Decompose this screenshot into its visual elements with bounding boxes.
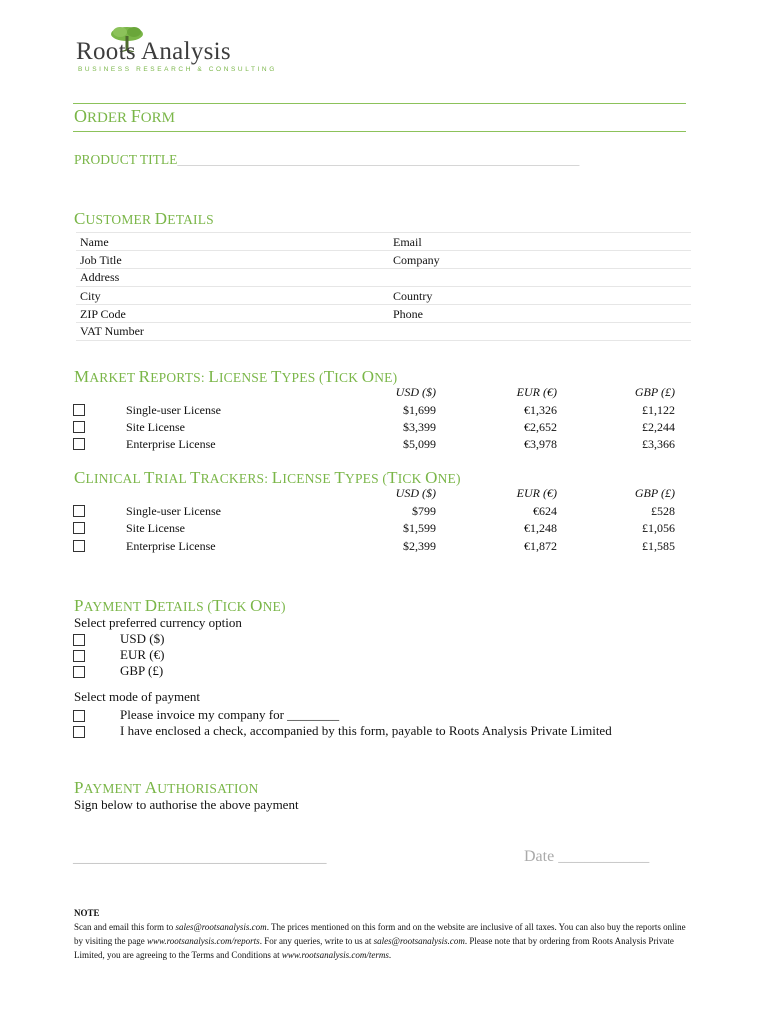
market-reports-heading: MARKET REPORTS: LICENSE TYPES (TICK ONE) — [74, 367, 398, 386]
clinical-trackers-heading: CLINICAL TRIAL TRACKERS: LICENSE TYPES (TICK ONE) — [74, 468, 461, 487]
market-header-usd: USD ($) — [395, 385, 436, 399]
clinical-price-eur: €1,872 — [524, 539, 557, 553]
customer-field-city[interactable]: City — [80, 289, 101, 303]
clinical-price-eur: €1,248 — [524, 521, 557, 535]
currency-usd-label: USD ($) — [120, 631, 165, 646]
market-header-gbp: GBP (£) — [634, 385, 675, 399]
clinical-enterprise-checkbox[interactable] — [73, 540, 85, 552]
product-title-field[interactable]: ___________________________________________________________________ — [177, 153, 580, 167]
market-price-eur: €3,978 — [524, 437, 557, 451]
note-heading: NOTE — [74, 908, 100, 918]
market-price-gbp: £3,366 — [642, 437, 675, 451]
market-site-checkbox[interactable] — [73, 421, 85, 433]
page-title: ORDER FORM — [74, 106, 175, 126]
note-terms-link[interactable]: www.rootsanalysis.com/terms — [281, 950, 389, 960]
clinical-row-label: Single-user License — [126, 504, 221, 518]
clinical-price-usd: $2,399 — [403, 539, 436, 553]
clinical-price-gbp: £1,056 — [642, 521, 675, 535]
note-body: Scan and email this form to sales@rootsanalysis.com. The prices mentioned on this form and on the website are inclusive of all taxes. You can also buy the reports online by visiting the page www.rootsanalysis.com/reports. For any queries, write to us at sales@rootsanalysis.com. Please note that by ordering from Roots Analysis Private Limited, you are agreeing to the Terms and Conditions at www.rootsanalysis.com/terms. — [74, 922, 686, 960]
clinical-price-gbp: £528 — [651, 504, 675, 518]
invoice-option-label: Please invoice my company for ________ — [120, 707, 340, 722]
clinical-row-label: Site License — [126, 521, 185, 535]
signature-line[interactable]: _______________________________________ — [73, 850, 327, 865]
customer-field-job-title[interactable]: Job Title — [80, 253, 122, 267]
currency-gbp-label: GBP (£) — [120, 663, 164, 678]
date-field[interactable] — [524, 848, 649, 866]
market-header-eur: EUR (€) — [516, 385, 557, 399]
market-single-user-checkbox[interactable] — [73, 404, 85, 416]
market-price-usd: $1,699 — [403, 403, 436, 417]
payment-details-heading: PAYMENT DETAILS (TICK ONE) — [74, 596, 286, 615]
customer-field-email[interactable]: Email — [393, 235, 422, 249]
title-rule-top — [73, 103, 686, 104]
note-email-link[interactable]: sales@rootsanalysis.com — [175, 922, 267, 932]
customer-row-divider — [76, 232, 691, 233]
clinical-row-label: Enterprise License — [126, 539, 216, 553]
clinical-price-eur: €624 — [533, 504, 557, 518]
currency-gbp-checkbox[interactable] — [73, 666, 85, 678]
logo — [76, 26, 277, 76]
check-option-label: I have enclosed a check, accompanied by this form, payable to Roots Analysis Private Limited — [120, 723, 612, 738]
customer-row-divider — [76, 268, 691, 269]
invoice-checkbox[interactable] — [73, 710, 85, 722]
customer-field-country[interactable]: Country — [393, 289, 433, 303]
customer-row-divider — [76, 304, 691, 305]
clinical-header-usd: USD ($) — [395, 486, 436, 500]
currency-usd-checkbox[interactable] — [73, 634, 85, 646]
market-enterprise-checkbox[interactable] — [73, 438, 85, 450]
currency-prompt: Select preferred currency option — [74, 615, 242, 630]
currency-eur-label: EUR (€) — [120, 647, 165, 662]
clinical-price-gbp: £1,585 — [642, 539, 675, 553]
payment-authorisation-heading: PAYMENT AUTHORISATION — [74, 778, 259, 797]
customer-field-vat[interactable]: VAT Number — [80, 324, 144, 338]
market-row-label: Site License — [126, 420, 185, 434]
payment-mode-prompt: Select mode of payment — [74, 689, 200, 704]
authorisation-instruction: Sign below to authorise the above payment — [74, 797, 299, 812]
clinical-header-gbp: GBP (£) — [634, 486, 675, 500]
market-price-gbp: £1,122 — [642, 403, 675, 417]
customer-details-heading: CUSTOMER DETAILS — [74, 209, 214, 228]
market-price-usd: $5,099 — [403, 437, 436, 451]
date-label: Date — [524, 848, 555, 865]
customer-row-divider — [76, 250, 691, 251]
note-reports-link[interactable]: www.rootsanalysis.com/reports — [147, 936, 260, 946]
market-price-eur: €2,652 — [524, 420, 557, 434]
customer-row-divider — [76, 286, 691, 287]
logo-tagline: BUSINESS RESEARCH & CONSULTING — [78, 66, 277, 73]
clinical-header-eur: EUR (€) — [516, 486, 557, 500]
customer-field-zip[interactable]: ZIP Code — [80, 307, 126, 321]
customer-row-divider — [76, 322, 691, 323]
market-price-usd: $3,399 — [403, 420, 436, 434]
clinical-price-usd: $1,599 — [403, 521, 436, 535]
clinical-site-checkbox[interactable] — [73, 522, 85, 534]
currency-eur-checkbox[interactable] — [73, 650, 85, 662]
market-row-label: Single-user License — [126, 403, 221, 417]
market-price-gbp: £2,244 — [642, 420, 675, 434]
clinical-price-usd: $799 — [412, 504, 436, 518]
date-line: ______________ — [558, 849, 650, 864]
customer-field-company[interactable]: Company — [393, 253, 440, 267]
product-title-label: PRODUCT TITLE___________________________________________________________________ — [74, 152, 580, 167]
logo-wordmark: Roots Analysis — [76, 38, 231, 65]
note-email-link[interactable]: sales@rootsanalysis.com — [373, 936, 465, 946]
customer-field-phone[interactable]: Phone — [393, 307, 423, 321]
customer-row-divider — [76, 340, 691, 341]
clinical-single-user-checkbox[interactable] — [73, 505, 85, 517]
customer-field-address[interactable]: Address — [80, 270, 120, 284]
title-rule-bottom — [73, 131, 686, 132]
market-row-label: Enterprise License — [126, 437, 216, 451]
market-price-eur: €1,326 — [524, 403, 557, 417]
check-checkbox[interactable] — [73, 726, 85, 738]
customer-field-name[interactable]: Name — [80, 235, 109, 249]
